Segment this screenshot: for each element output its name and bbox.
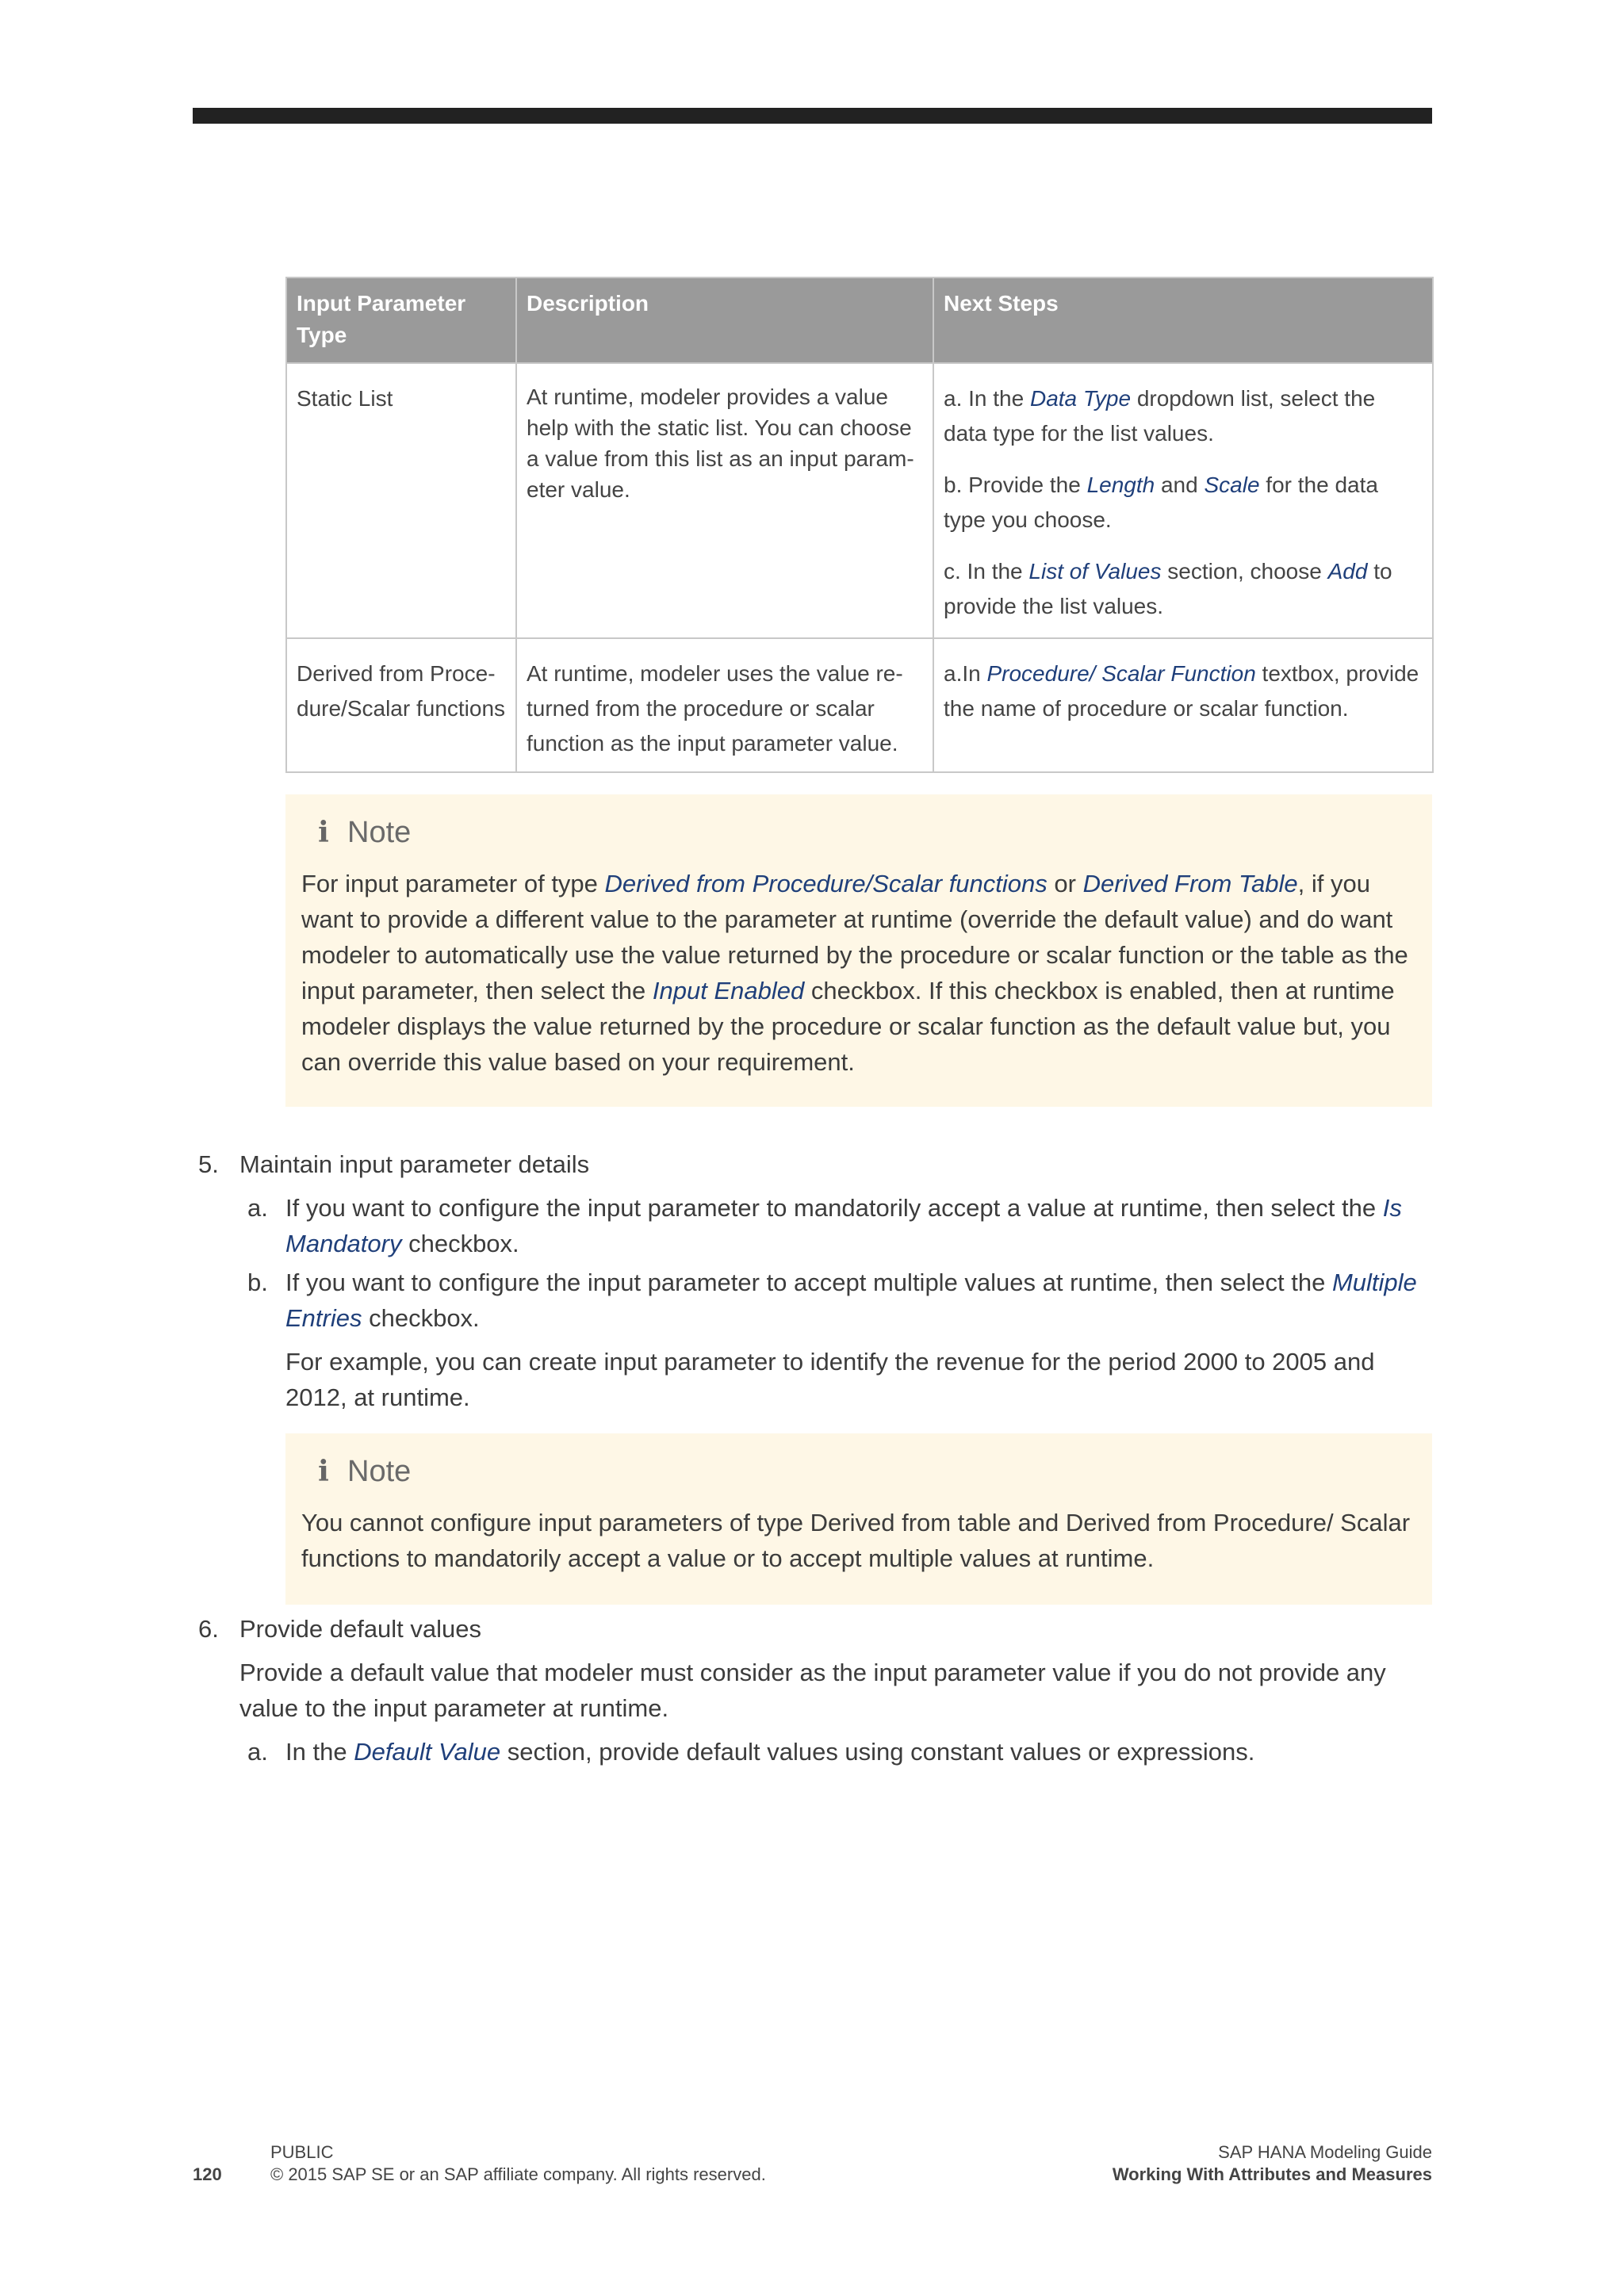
description-cell: At runtime, modeler uses the value returned from the procedure or scalar function as the input parameter value.: [516, 638, 933, 772]
classification-label: PUBLIC: [270, 2142, 334, 2162]
ui-term: Derived from Procedure/Scalar functions: [604, 870, 1048, 897]
next-steps-cell: [933, 638, 1433, 772]
example-text: For example, you can create input parameter to identify the revenue for the period 2000 to 2005 and 2012, at runtime.: [285, 1348, 1375, 1411]
info-icon: i: [318, 1454, 329, 1488]
ui-term: Default Value: [354, 1738, 501, 1766]
note-text: You cannot configure input parameters of type Derived from table and Derived from Procedure/ Scalar functions to mandatorily accept a value or to accept multiple values at runtime.: [301, 1509, 1411, 1572]
ui-term: List of Values: [1028, 559, 1162, 584]
note-title: Note: [347, 1454, 412, 1488]
note-title: Note: [347, 815, 412, 849]
step-text: Provide a default value that modeler must consider as the input parameter value if you do not provide any value to the input parameter at runtime.: [239, 1659, 1386, 1722]
ui-term: Data Type: [1029, 386, 1132, 411]
table-row: [286, 363, 1433, 638]
next-step: c. In the List of Values section, choose Add to provide the list values.: [944, 559, 1392, 618]
ui-term: Input Enabled: [652, 977, 805, 1004]
table-header-row: [286, 277, 1433, 363]
ui-term: Procedure/ Scalar Function: [986, 661, 1256, 686]
param-type-cell: Static List: [286, 363, 516, 638]
step-title: Maintain input parameter details: [239, 1150, 590, 1178]
ui-term: Is Mandatory: [285, 1194, 1402, 1257]
step-title: Provide default values: [239, 1615, 482, 1643]
chapter-title: Working With Attributes and Measures: [1112, 2164, 1432, 2184]
ui-term: Multiple Entries: [285, 1269, 1417, 1332]
next-step: a.In Procedure/ Scalar Function textbox, provide the name of procedure or scalar function.: [944, 661, 1419, 721]
next-steps-cell: [933, 363, 1433, 638]
input-parameter-table: [285, 277, 1434, 773]
info-icon: i: [318, 815, 329, 849]
ui-term: Derived From Table: [1082, 870, 1298, 897]
substep-text: In the Default Value section, provide default values using constant values or expressions.: [285, 1738, 1255, 1766]
table-row: [286, 638, 1433, 772]
page-number: 120: [193, 2164, 222, 2184]
ui-term: Length: [1086, 473, 1155, 497]
substep-label: b.: [247, 1269, 268, 1296]
substep-label: a.: [247, 1194, 268, 1222]
column-header: Input Parameter Type: [286, 277, 516, 363]
note-box: [285, 1433, 1432, 1605]
guide-title: SAP HANA Modeling Guide: [1218, 2142, 1432, 2162]
note-box: [285, 794, 1432, 1107]
ui-term: Scale: [1204, 473, 1260, 497]
column-header: Next Steps: [933, 277, 1433, 363]
next-step: a. In the Data Type dropdown list, select the data type for the list values.: [944, 386, 1376, 446]
step-number: 5.: [198, 1150, 219, 1178]
step-number: 6.: [198, 1615, 219, 1643]
description-cell: At runtime, modeler provides a value help with the static list. You can choose a value from this list as an input parameter value.: [516, 363, 933, 638]
param-type-cell: Derived from Procedure/Scalar functions: [286, 638, 516, 772]
substep-text: If you want to configure the input parameter to accept multiple values at runtime, then select the Multiple Entries checkbox.: [285, 1269, 1417, 1332]
note-text: For input parameter of type Derived from Procedure/Scalar functions or Derived From Table, if you want to provide a different value to the parameter at runtime (override the default value) and do want modeler to automatically use the value returned by the procedure or scalar function or the table as the input parameter, then select the Input Enabled checkbox. If this checkbox is enabled, then at runtime modeler displays the value returned by the procedure or scalar function as the default value but, you can override this value based on your requirement.: [301, 870, 1408, 1076]
column-header: Description: [516, 277, 933, 363]
ui-term: Add: [1327, 559, 1368, 584]
copyright-text: © 2015 SAP SE or an SAP affiliate company. All rights reserved.: [270, 2164, 766, 2184]
substep-label: a.: [247, 1738, 268, 1766]
substep-text: If you want to configure the input parameter to mandatorily accept a value at runtime, then select the Is Mandatory checkbox.: [285, 1194, 1402, 1257]
header-rule: [193, 108, 1432, 124]
next-step: b. Provide the Length and Scale for the data type you choose.: [944, 473, 1378, 532]
